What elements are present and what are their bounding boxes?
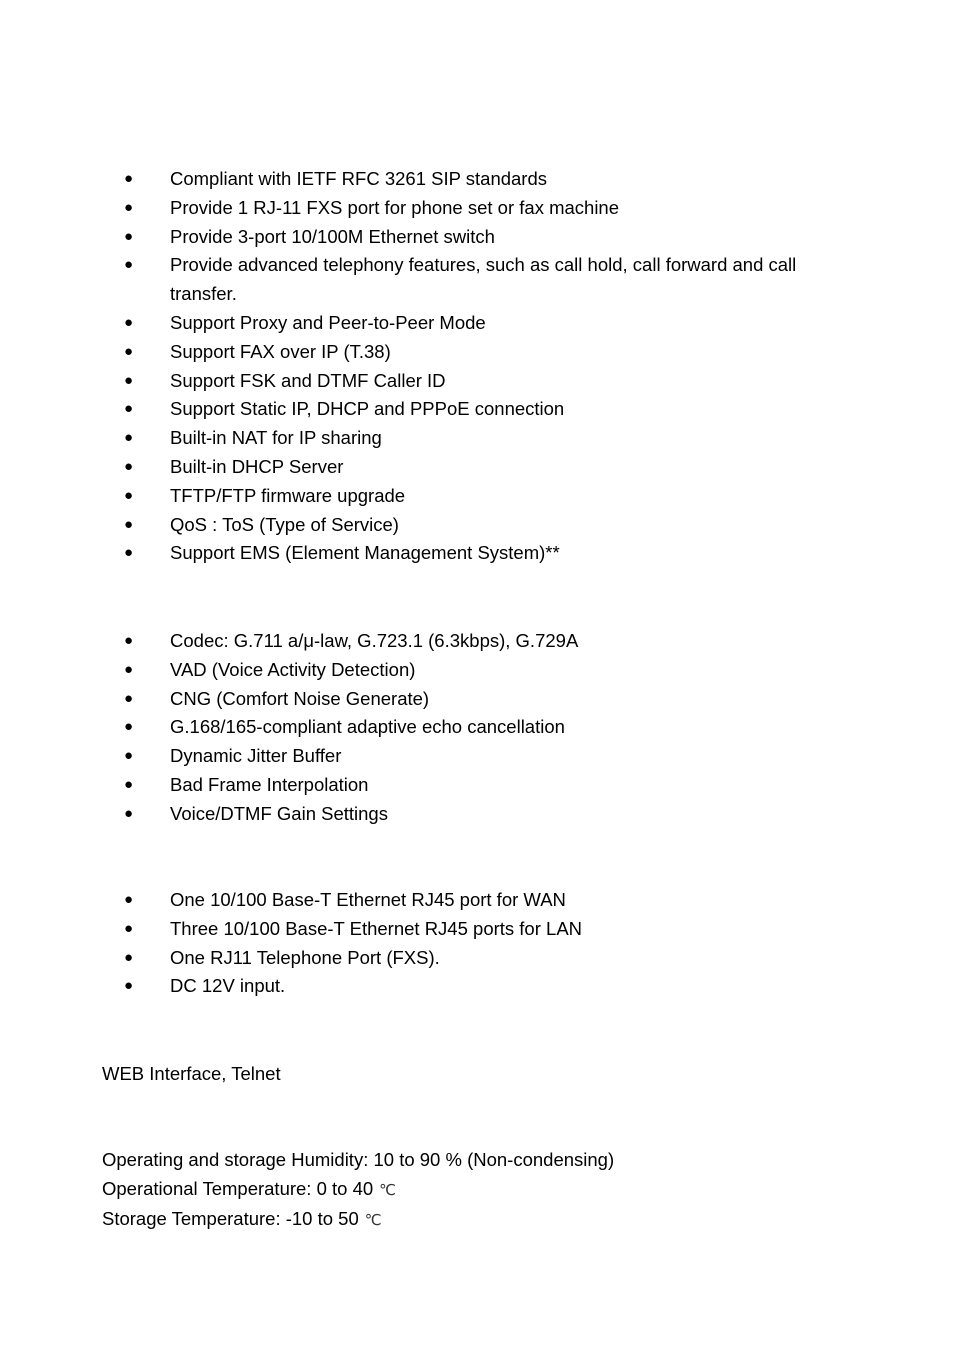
features-list (124, 165, 844, 568)
list-item: ● Built-in NAT for IP sharing (124, 424, 844, 453)
bullet-icon: ● (124, 170, 134, 187)
list-item: ● VAD (Voice Activity Detection) (124, 656, 844, 685)
management-text: WEB Interface, Telnet (102, 1063, 281, 1084)
bullet-icon: ● (124, 919, 134, 937)
bullet-icon: ● (124, 371, 134, 389)
list-item: ● CNG (Comfort Noise Generate) (124, 685, 844, 714)
operational-temperature-line (102, 1175, 862, 1205)
list-item: ● TFTP/FTP firmware upgrade (124, 482, 844, 511)
bullet-icon: ● (124, 747, 134, 765)
bullet-icon: ● (124, 718, 134, 736)
bullet-icon: ● (124, 313, 134, 331)
list-item: ● Provide advanced telephony features, such as call hold, call forward and call transfer. (124, 251, 844, 309)
list-item: ● Support FAX over IP (T.38) (124, 338, 844, 367)
bullet-icon: ● (124, 342, 134, 360)
celsius-unit: ℃ (379, 1180, 397, 1199)
bullet-icon: ● (124, 660, 134, 678)
voice-features-list (124, 627, 844, 829)
ports-list (124, 886, 844, 1001)
bullet-icon: ● (124, 457, 134, 475)
list-item: ● Codec: G.711 a/μ-law, G.723.1 (6.3kbps), G.729A (124, 627, 844, 656)
list-item: ● QoS : ToS (Type of Service) (124, 511, 844, 540)
list-item: ● G.168/165-compliant adaptive echo cancellation (124, 713, 844, 742)
bullet-icon: ● (124, 804, 134, 822)
bullet-icon: ● (124, 544, 134, 562)
list-item: ● DC 12V input. (124, 972, 844, 1001)
list-item: ● One 10/100 Base-T Ethernet RJ45 port for WAN (124, 886, 844, 915)
list-item: ● Built-in DHCP Server (124, 453, 844, 482)
bullet-icon: ● (124, 429, 134, 447)
bullet-icon: ● (124, 227, 134, 245)
bullet-icon: ● (124, 775, 134, 793)
bullet-icon: ● (124, 891, 134, 908)
storage-temperature-text: Storage Temperature: -10 to 50 (102, 1207, 359, 1229)
bullet-icon: ● (124, 515, 134, 533)
humidity-text: Operating and storage Humidity: 10 to 90 % (Non-condensing) (102, 1149, 615, 1170)
list-item: ● Support Static IP, DHCP and PPPoE connection (124, 395, 844, 424)
list-item: ● One RJ11 Telephone Port (FXS). (124, 944, 844, 973)
bullet-icon: ● (124, 256, 134, 274)
environment-paragraph (102, 1146, 862, 1234)
storage-temperature-line (102, 1205, 862, 1235)
management-paragraph (102, 1060, 862, 1089)
bullet-icon: ● (124, 632, 134, 649)
bullet-icon: ● (124, 948, 134, 966)
list-item: ● Provide 3-port 10/100M Ethernet switch (124, 223, 844, 252)
list-item: ● Bad Frame Interpolation (124, 771, 844, 800)
list-item: ● Provide 1 RJ-11 FXS port for phone set or fax machine (124, 194, 844, 223)
bullet-icon: ● (124, 977, 134, 995)
list-item: ● Compliant with IETF RFC 3261 SIP standards (124, 165, 844, 194)
celsius-unit: ℃ (364, 1210, 382, 1229)
list-item: ● Three 10/100 Base-T Ethernet RJ45 ports for LAN (124, 915, 844, 944)
list-item: ● Support EMS (Element Management System)** (124, 539, 844, 568)
bullet-icon: ● (124, 400, 134, 418)
bullet-icon: ● (124, 198, 134, 216)
bullet-icon: ● (124, 486, 134, 504)
list-item: ● Support FSK and DTMF Caller ID (124, 367, 844, 396)
list-item: ● Support Proxy and Peer-to-Peer Mode (124, 309, 844, 338)
list-item: ● Dynamic Jitter Buffer (124, 742, 844, 771)
bullet-icon: ● (124, 689, 134, 707)
operational-temperature-text: Operational Temperature: 0 to 40 (102, 1177, 374, 1199)
list-item: ● Voice/DTMF Gain Settings (124, 800, 844, 829)
